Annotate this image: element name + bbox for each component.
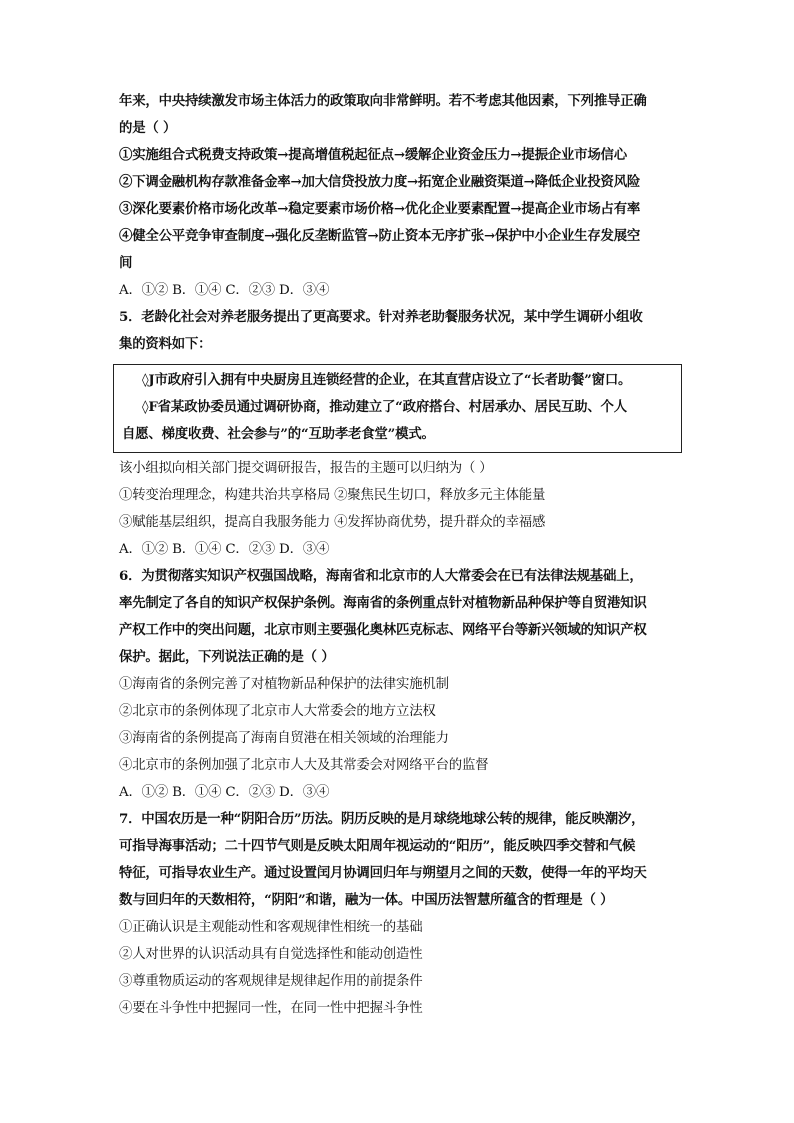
q5-stem-line: 集的资料如下： [119, 336, 212, 352]
q7-option: ②人对世界的认识活动具有自觉选择性和能动创造性 [119, 947, 423, 962]
q7-stem-line: 特征，可指导农业生产。通过设置闰月协调回归年与朔望月之间的天数，使得一年的平均天 [119, 865, 647, 881]
exam-page [119, 88, 679, 1022]
q4-option: ①实施组合式税费支持政策→提高增值税起征点→缓解企业资金压力→提振企业市场信心 [119, 147, 627, 163]
q4-option: ②下调金融机构存款准备金率→加大信贷投放力度→拓宽企业融资渠道→降低企业投资风险 [119, 174, 641, 190]
q4-answer-choices: A．①② B．①④ C．②③ D．③④ [119, 283, 330, 298]
q6-option: ③海南省的条例提高了海南自贸港在相关领域的治理能力 [119, 731, 449, 746]
q4-stem-line: 的是（ ） [119, 120, 177, 136]
q4-option: ③深化要素价格市场化改革→稳定要素市场价格→优化企业要素配置→提高企业市场占有率 [119, 201, 641, 217]
q5-material-line: ◊F省某政协委员通过调研协商，推动建立了“政府搭台、村居承办、居民互助、个人 [142, 399, 627, 415]
q6-answer-choices: A．①② B．①④ C．②③ D．③④ [119, 785, 330, 800]
q6-stem-line: 产权工作中的突出问题，北京市则主要强化奥林匹克标志、网络平台等新兴领域的知识产权 [119, 622, 647, 638]
question-7 [119, 806, 679, 1022]
q6-option: ②北京市的条例体现了北京市人大常委会的地方立法权 [119, 704, 436, 719]
q5-stem-line: 5．老龄化社会对养老服务提出了更高要求。针对养老助餐服务状况，某中学生调研小组收 [119, 309, 643, 325]
q6-option: ①海南省的条例完善了对植物新品种保护的法律实施机制 [119, 677, 449, 692]
q6-option: ④北京市的条例加强了北京市人大及其常委会对网络平台的监督 [119, 758, 489, 773]
q4-stem-line: 年来，中央持续激发市场主体活力的政策取向非常鲜明。若不考虑其他因素，下列推导正确 [119, 93, 647, 109]
q4-option: ④健全公平竞争审查制度→强化反垄断监管→防止资本无序扩张→保护中小企业生存发展空 [119, 228, 641, 244]
q7-option: ③尊重物质运动的客观规律是规律起作用的前提条件 [119, 974, 423, 989]
q7-option: ④要在斗争性中把握同一性，在同一性中把握斗争性 [119, 1001, 423, 1016]
q6-stem-line: 保护。据此，下列说法正确的是（ ） [119, 649, 335, 665]
q5-option: ③赋能基层组织，提高自我服务能力 ④发挥协商优势，提升群众的幸福感 [119, 515, 546, 530]
q5-answer-choices: A．①② B．①④ C．②③ D．③④ [119, 542, 330, 557]
q6-stem-line: 率先制定了各自的知识产权保护条例。海南省的条例重点针对植物新品种保护等自贸港知识 [119, 595, 647, 611]
q7-stem-line: 可指导海事活动；二十四节气则是反映太阳周年视运动的“阳历”，能反映四季交替和气候 [119, 838, 636, 854]
question-5 [119, 304, 679, 563]
q7-stem-line: 数与回归年的天数相符，“阴阳”和谐，融为一体。中国历法智慧所蕴含的哲理是（ ） [119, 892, 614, 908]
q5-option: ①转变治理理念，构建共治共享格局 ②聚焦民生切口，释放多元主体能量 [119, 488, 546, 503]
q7-stem-line: 7．中国农历是一种“阴阳合历”历法。阴历反映的是月球绕地球公转的规律，能反映潮汐， [119, 811, 645, 827]
q5-question: 该小组拟向相关部门提交调研报告，报告的主题可以归纳为（ ） [119, 461, 493, 476]
q5-material-box [113, 364, 682, 453]
q5-material-line: ◊J市政府引入拥有中央厨房且连锁经营的企业，在其直营店设立了“长者助餐”窗口。 [142, 372, 632, 388]
question-6 [119, 563, 679, 806]
q4-option: 间 [119, 255, 133, 271]
q7-option: ①正确认识是主观能动性和客观规律性相统一的基础 [119, 920, 423, 935]
q6-stem-line: 6．为贯彻落实知识产权强国战略，海南省和北京市的人大常委会在已有法律法规基础上， [119, 568, 643, 584]
question-4-continued [119, 88, 679, 304]
q5-material-line: 自愿、梯度收费、社会参与”的“互助孝老食堂”模式。 [122, 426, 435, 442]
